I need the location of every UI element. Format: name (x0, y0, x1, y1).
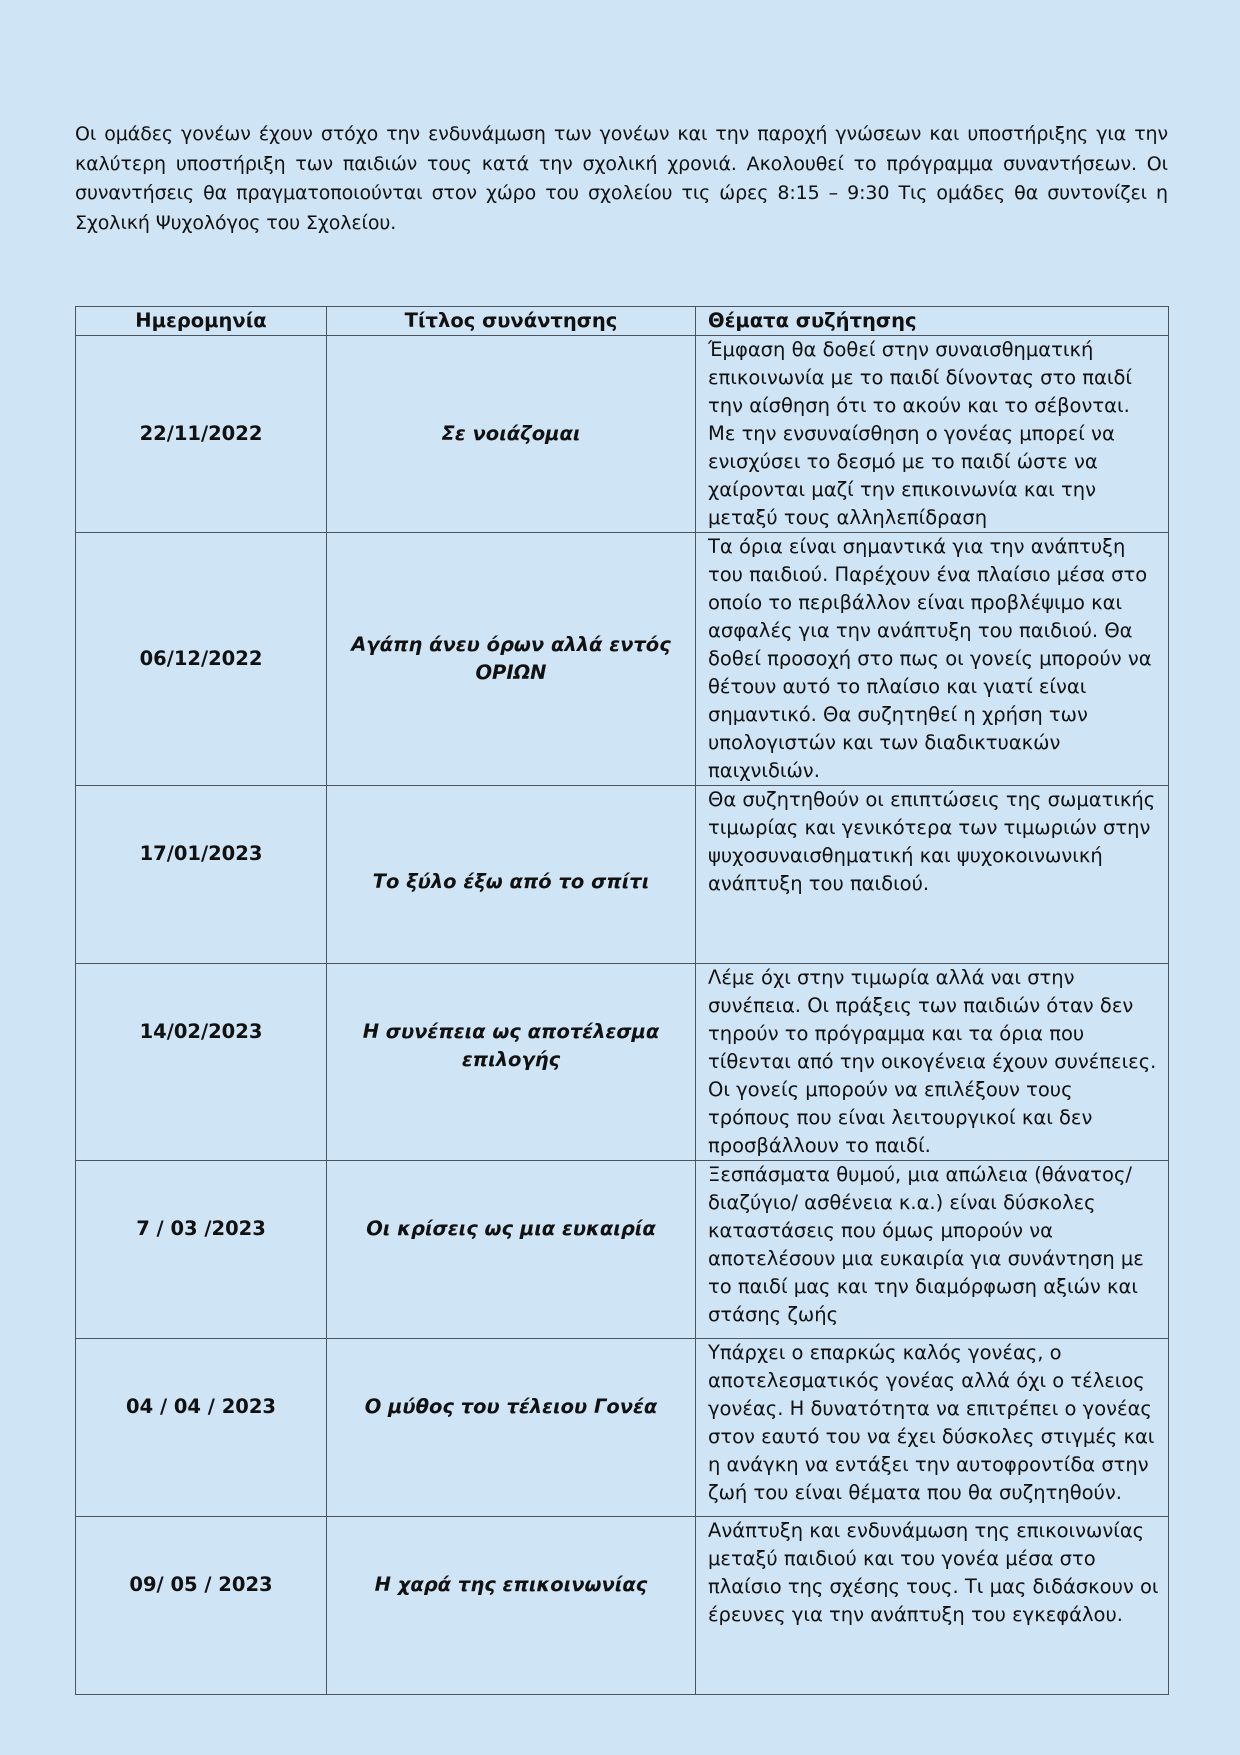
meeting-topics: Θα συζητηθούν οι επιπτώσεις της σωματικής τιμωρίας και γενικότερα των τιμωριών στην ψυχοσυναισθηματική και ψυχοκοινωνική ανάπτυξη του παιδιού. (696, 786, 1169, 964)
table-row (76, 786, 1169, 964)
meeting-date: 17/01/2023 (76, 786, 327, 964)
meeting-topics: Ξεσπάσματα θυμού, μια απώλεια (θάνατος/διαζύγιο/ ασθένεια κ.α.) είναι δύσκολες καταστάσεις που όμως μπορούν να αποτελέσουν μια ευκαιρία για συνάντηση με το παιδί μας και την διαμόρφωση αξιών και στάσης ζωής (696, 1161, 1169, 1339)
meeting-topics: Υπάρχει ο επαρκώς καλός γονέας, ο αποτελεσματικός γονέας αλλά όχι ο τέλειος γονέας. Η δυνατότητα να επιτρέπει ο γονέας στον εαυτό του να έχει δύσκολες στιγμές και η ανάγκη να εντάξει την αυτοφροντίδα στην ζωή του είναι θέματα που θα συζητηθούν. (696, 1339, 1169, 1517)
header-date: Ημερομηνία (76, 307, 327, 336)
table-row (76, 1161, 1169, 1339)
header-topics: Θέματα συζήτησης (696, 307, 1169, 336)
meeting-title: Οι κρίσεις ως μια ευκαιρία (327, 1161, 696, 1339)
meeting-topics: Ανάπτυξη και ενδυνάμωση της επικοινωνίας μεταξύ παιδιού και του γονέα μέσα στο πλαίσιο της σχέσης τους. Τι μας διδάσκουν οι έρευνες για την ανάπτυξη του εγκεφάλου. (696, 1517, 1169, 1695)
meeting-date: 09/ 05 / 2023 (76, 1517, 327, 1695)
meeting-date: 04 / 04 / 2023 (76, 1339, 327, 1517)
table-row (76, 1339, 1169, 1517)
table-row (76, 533, 1169, 786)
meeting-date: 22/11/2022 (76, 336, 327, 533)
meeting-topics: Τα όρια είναι σημαντικά για την ανάπτυξη του παιδιού. Παρέχουν ένα πλαίσιο μέσα στο οποίο το περιβάλλον είναι προβλέψιμο και ασφαλές για την ανάπτυξη του παιδιού. Θα δοθεί προσοχή στο πως οι γονείς μπορούν να θέτουν αυτό το πλαίσιο και γιατί είναι σημαντικό. Θα συζητηθεί η χρήση των υπολογιστών και των διαδικτυακών παιχνιδιών. (696, 533, 1169, 786)
intro-paragraph: Οι ομάδες γονέων έχουν στόχο την ενδυνάμωση των γονέων και την παροχή γνώσεων και υποστήριξης για την καλύτερη υποστήριξη των παιδιών τους κατά την σχολική χρονιά. Ακολουθεί το πρόγραμμα συναντήσεων. Οι συναντήσεις θα πραγματοποιούνται στον χώρο του σχολείου τις ώρες 8:15 – 9:30 Τις ομάδες θα συντονίζει η Σχολική Ψυχολόγος του Σχολείου. (75, 123, 1168, 234)
meeting-topics: Λέμε όχι στην τιμωρία αλλά ναι στην συνέπεια. Οι πράξεις των παιδιών όταν δεν τηρούν το πρόγραμμα και τα όρια που τίθενται από την οικογένεια έχουν συνέπειες. Οι γονείς μπορούν να επιλέξουν τους τρόπους που είναι λειτουργικοί και δεν προσβάλλουν το παιδί. (696, 964, 1169, 1161)
table-row (76, 964, 1169, 1161)
table-row (76, 336, 1169, 533)
meeting-date: 14/02/2023 (76, 964, 327, 1161)
table-header-row (76, 307, 1169, 336)
header-title: Τίτλος συνάντησης (327, 307, 696, 336)
meeting-title: Σε νοιάζομαι (327, 336, 696, 533)
meeting-topics: Έμφαση θα δοθεί στην συναισθηματική επικοινωνία με το παιδί δίνοντας στο παιδί την αίσθηση ότι το ακούν και το σέβονται. Με την ενσυναίσθηση ο γονέας μπορεί να ενισχύσει το δεσμό με το παιδί ώστε να χαίρονται μαζί την επικοινωνία και την μεταξύ τους αλληλεπίδραση (696, 336, 1169, 533)
meeting-schedule-table (75, 306, 1169, 1695)
meeting-title: Η χαρά της επικοινωνίας (327, 1517, 696, 1695)
meeting-title: Η συνέπεια ως αποτέλεσμα επιλογής (327, 964, 696, 1161)
meeting-title: Ο μύθος του τέλειου Γονέα (327, 1339, 696, 1517)
meeting-title: Αγάπη άνευ όρων αλλά εντός ΟΡΙΩΝ (327, 533, 696, 786)
meeting-date: 06/12/2022 (76, 533, 327, 786)
meeting-date: 7 / 03 /2023 (76, 1161, 327, 1339)
table-row (76, 1517, 1169, 1695)
document-page (75, 120, 1168, 1626)
meeting-title: Το ξύλο έξω από το σπίτι (327, 786, 696, 964)
